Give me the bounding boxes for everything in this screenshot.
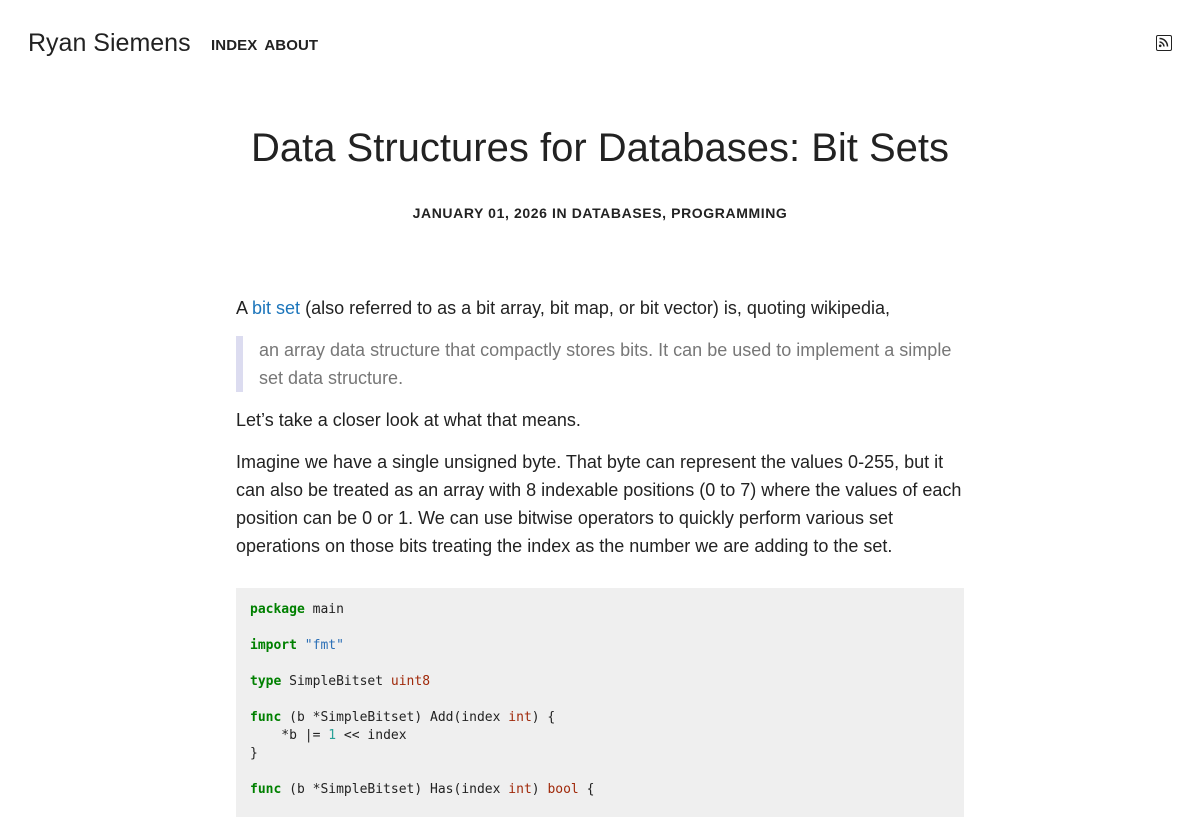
post-content (236, 294, 964, 830)
code-line (250, 781, 950, 799)
code-type: bool (547, 782, 579, 797)
code-text: (b *SimpleBitset) Add(index (281, 710, 509, 725)
post-title: Data Structures for Databases: Bit Sets (250, 126, 950, 170)
go-code-block (236, 588, 964, 817)
code-line (250, 709, 950, 727)
code-keyword: package (250, 602, 305, 617)
code-text: *b |= (250, 728, 329, 743)
code-line (250, 727, 950, 745)
code-text: SimpleBitset (281, 674, 391, 689)
code-type: int (508, 710, 532, 725)
code-text: ) (531, 782, 548, 797)
rss-icon (1157, 36, 1170, 49)
code-keyword: func (250, 782, 282, 797)
category-programming-link[interactable]: PROGRAMMING (671, 205, 788, 221)
code-blank-line (250, 619, 950, 637)
code-text: { (578, 782, 595, 797)
intro-prefix: A (236, 298, 248, 318)
intro-suffix: (also referred to as a bit array, bit map, or bit vector) is, quoting wikipedia, (305, 298, 890, 318)
byte-explanation-paragraph: Imagine we have a single unsigned byte. That byte can represent the values 0-255, but it can also be treated as an array with 8 indexable positions (0 to 7) where the values of each position can be 0 or 1. We can use bitwise operators to quickly perform various set operations on those bits treating the index as the number we are adding to the set. (236, 452, 962, 556)
post-meta (0, 205, 1200, 221)
closer-look-paragraph: Let’s take a closer look at what that means. (236, 410, 581, 430)
code-text: (b *SimpleBitset) Has(index (281, 782, 509, 797)
main-navigation (211, 37, 318, 55)
post-date: JANUARY 01, 2026 (412, 205, 548, 221)
wikipedia-quote (236, 336, 964, 392)
site-title-link[interactable]: Ryan Siemens (28, 29, 191, 57)
code-blank-line (250, 655, 950, 673)
code-text: main (304, 602, 344, 617)
code-number: 1 (328, 728, 337, 743)
code-type: uint8 (390, 674, 431, 689)
meta-in-label: IN (551, 205, 568, 221)
category-separator: , (662, 205, 667, 221)
code-keyword: type (250, 674, 282, 689)
site-header (0, 0, 1200, 88)
code-blank-line (250, 763, 950, 781)
nav-index-link[interactable]: INDEX (211, 37, 258, 54)
rss-feed-link[interactable] (1156, 35, 1172, 51)
code-line (250, 673, 950, 691)
bit-set-link[interactable]: bit set (252, 298, 301, 318)
code-text: } (250, 746, 258, 761)
code-type: int (508, 782, 532, 797)
quote-text: an array data structure that compactly stores bits. It can be used to implement a simple set data structure. (259, 340, 952, 388)
rss-dot (1159, 45, 1162, 48)
code-line (250, 637, 950, 655)
code-text: ) { (531, 710, 556, 725)
nav-about-link[interactable]: ABOUT (264, 37, 319, 54)
code-text: << index (336, 728, 407, 743)
code-string: "fmt" (296, 638, 344, 653)
intro-paragraph (236, 294, 964, 322)
code-line (250, 601, 950, 619)
code-blank-line (250, 691, 950, 709)
code-keyword: func (250, 710, 282, 725)
code-keyword: import (250, 638, 297, 653)
category-databases-link[interactable]: DATABASES (571, 205, 663, 221)
code-line (250, 745, 950, 763)
